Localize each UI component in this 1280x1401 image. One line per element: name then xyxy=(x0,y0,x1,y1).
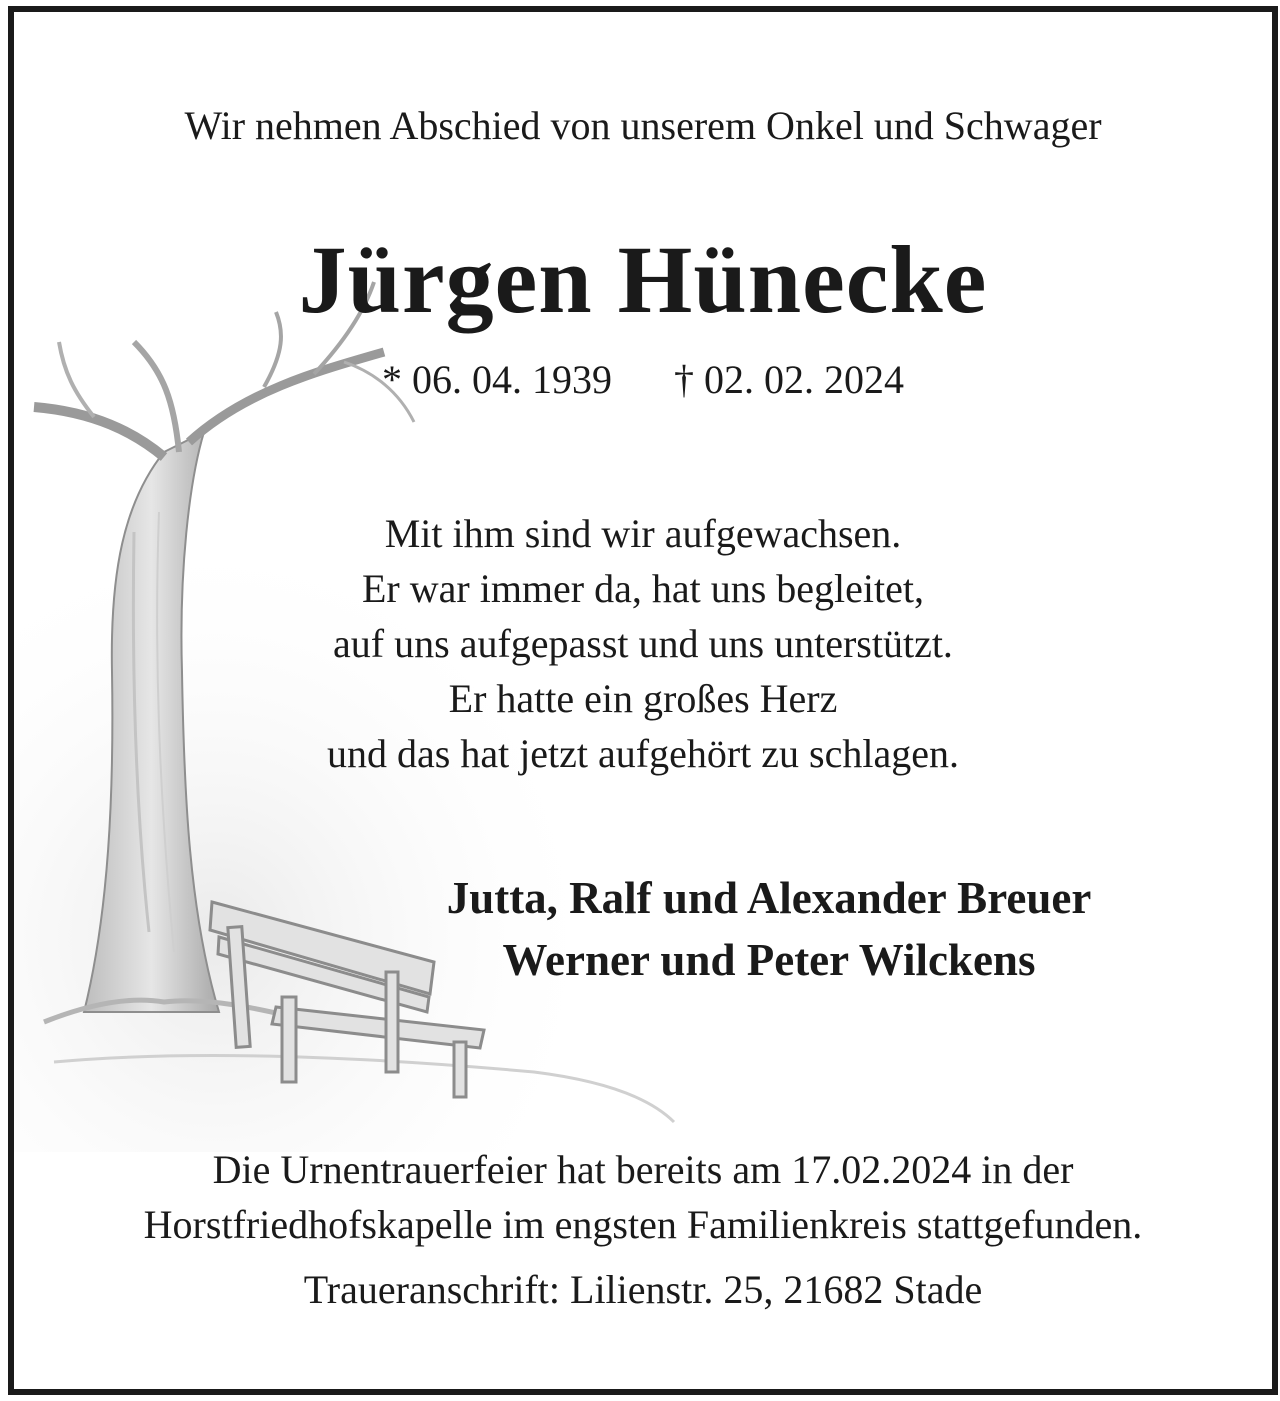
life-dates xyxy=(14,356,1272,403)
mourner-line: Jutta, Ralf und Alexander Breuer xyxy=(446,873,1092,923)
ceremony-line: Horstfriedhofskapelle im engsten Familienkreis stattgefunden. xyxy=(143,1202,1143,1247)
death-date: † 02. 02. 2024 xyxy=(674,357,904,402)
verse-line: auf uns aufgepasst und uns unterstützt. xyxy=(333,621,953,666)
mourners-list xyxy=(229,867,1278,991)
verse-line: und das hat jetzt aufgehört zu schlagen. xyxy=(327,731,959,776)
mourning-address: Traueranschrift: Lilienstr. 25, 21682 Stade xyxy=(303,1267,983,1312)
mourner-line: Werner und Peter Wilckens xyxy=(502,935,1036,985)
birth-date: * 06. 04. 1939 xyxy=(382,357,612,402)
intro-line: Wir nehmen Abschied von unserem Onkel und Schwager xyxy=(184,103,1102,148)
ceremony-line: Die Urnentrauerfeier hat bereits am 17.02.2024 in der xyxy=(212,1147,1074,1192)
memorial-verse xyxy=(14,506,1272,781)
verse-line: Er hatte ein großes Herz xyxy=(448,676,838,721)
verse-line: Er war immer da, hat uns begleitet, xyxy=(361,566,925,611)
verse-line: Mit ihm sind wir aufgewachsen. xyxy=(384,511,902,556)
obituary-frame xyxy=(8,6,1278,1395)
ceremony-note xyxy=(14,1142,1272,1252)
deceased-name: Jürgen Hünecke xyxy=(298,226,988,333)
